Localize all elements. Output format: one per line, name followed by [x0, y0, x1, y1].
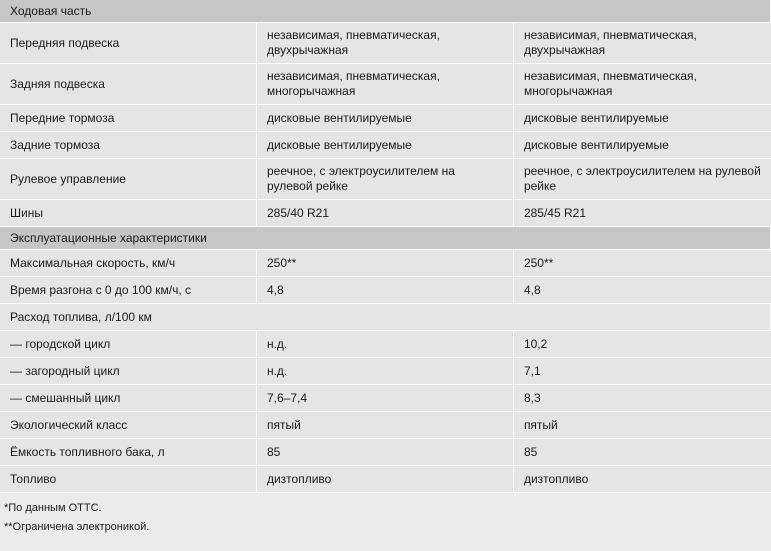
spec-label: Задняя подвеска: [0, 64, 257, 105]
spec-label: — загородный цикл: [0, 358, 257, 385]
spec-label: — смешанный цикл: [0, 385, 257, 412]
spec-value-1: 4,8: [257, 277, 514, 304]
spec-value-1: независимая, пневматическая, многорычажная: [257, 64, 514, 105]
spec-value-2: 7,1: [514, 358, 771, 385]
spec-row: [0, 385, 771, 412]
spec-value-1: дисковые вентилируемые: [257, 105, 514, 132]
spec-value-2: реечное, с электроусилителем на рулевой рейке: [514, 159, 771, 200]
spec-value-2: 8,3: [514, 385, 771, 412]
spec-row: [0, 331, 771, 358]
spec-label: Ёмкость топливного бака, л: [0, 439, 257, 466]
spec-row: [0, 439, 771, 466]
spec-value-2: дисковые вентилируемые: [514, 105, 771, 132]
spec-label: Расход топлива, л/100 км: [0, 304, 771, 331]
spec-value-1: дизтопливо: [257, 466, 514, 493]
spec-value-2: 4,8: [514, 277, 771, 304]
spec-label: Передние тормоза: [0, 105, 257, 132]
spec-row: [0, 64, 771, 105]
spec-label: Рулевое управление: [0, 159, 257, 200]
spec-value-2: независимая, пневматическая, двухрычажная: [514, 23, 771, 64]
spec-row: [0, 159, 771, 200]
spec-row: [0, 304, 771, 331]
spec-value-2: 85: [514, 439, 771, 466]
section-title: Эксплуатационные характеристики: [0, 227, 771, 250]
spec-value-2: 250**: [514, 250, 771, 277]
spec-value-1: пятый: [257, 412, 514, 439]
footnote: **Ограничена электроникой.: [4, 521, 150, 533]
spec-value-1: н.д.: [257, 331, 514, 358]
spec-label: Максимальная скорость, км/ч: [0, 250, 257, 277]
spec-value-1: реечное, с электроусилителем на рулевой рейке: [257, 159, 514, 200]
spec-label: Экологический класс: [0, 412, 257, 439]
spec-value-1: 85: [257, 439, 514, 466]
spec-row: [0, 358, 771, 385]
spec-row: [0, 200, 771, 227]
section-header: [0, 0, 771, 23]
spec-row: [0, 466, 771, 493]
spec-value-2: дисковые вентилируемые: [514, 132, 771, 159]
spec-label: Время разгона с 0 до 100 км/ч, с: [0, 277, 257, 304]
spec-row: [0, 412, 771, 439]
spec-label: Передняя подвеска: [0, 23, 257, 64]
spec-label: Задние тормоза: [0, 132, 257, 159]
spec-value-2: пятый: [514, 412, 771, 439]
spec-row: [0, 23, 771, 64]
spec-value-1: независимая, пневматическая, двухрычажная: [257, 23, 514, 64]
section-header: [0, 227, 771, 250]
spec-row: [0, 250, 771, 277]
spec-row: [0, 105, 771, 132]
spec-label: — городской цикл: [0, 331, 257, 358]
spec-row: [0, 277, 771, 304]
footnotes: [0, 493, 771, 537]
spec-value-1: 285/40 R21: [257, 200, 514, 227]
spec-value-2: 10,2: [514, 331, 771, 358]
spec-value-2: дизтопливо: [514, 466, 771, 493]
spec-label: Топливо: [0, 466, 257, 493]
footnote: *По данным ОТТС.: [4, 502, 102, 514]
spec-value-1: н.д.: [257, 358, 514, 385]
spec-value-2: независимая, пневматическая, многорычажная: [514, 64, 771, 105]
spec-row: [0, 132, 771, 159]
section-title: Ходовая часть: [0, 0, 771, 23]
spec-value-1: 7,6–7,4: [257, 385, 514, 412]
spec-value-1: 250**: [257, 250, 514, 277]
spec-value-2: 285/45 R21: [514, 200, 771, 227]
spec-label: Шины: [0, 200, 257, 227]
spec-value-1: дисковые вентилируемые: [257, 132, 514, 159]
